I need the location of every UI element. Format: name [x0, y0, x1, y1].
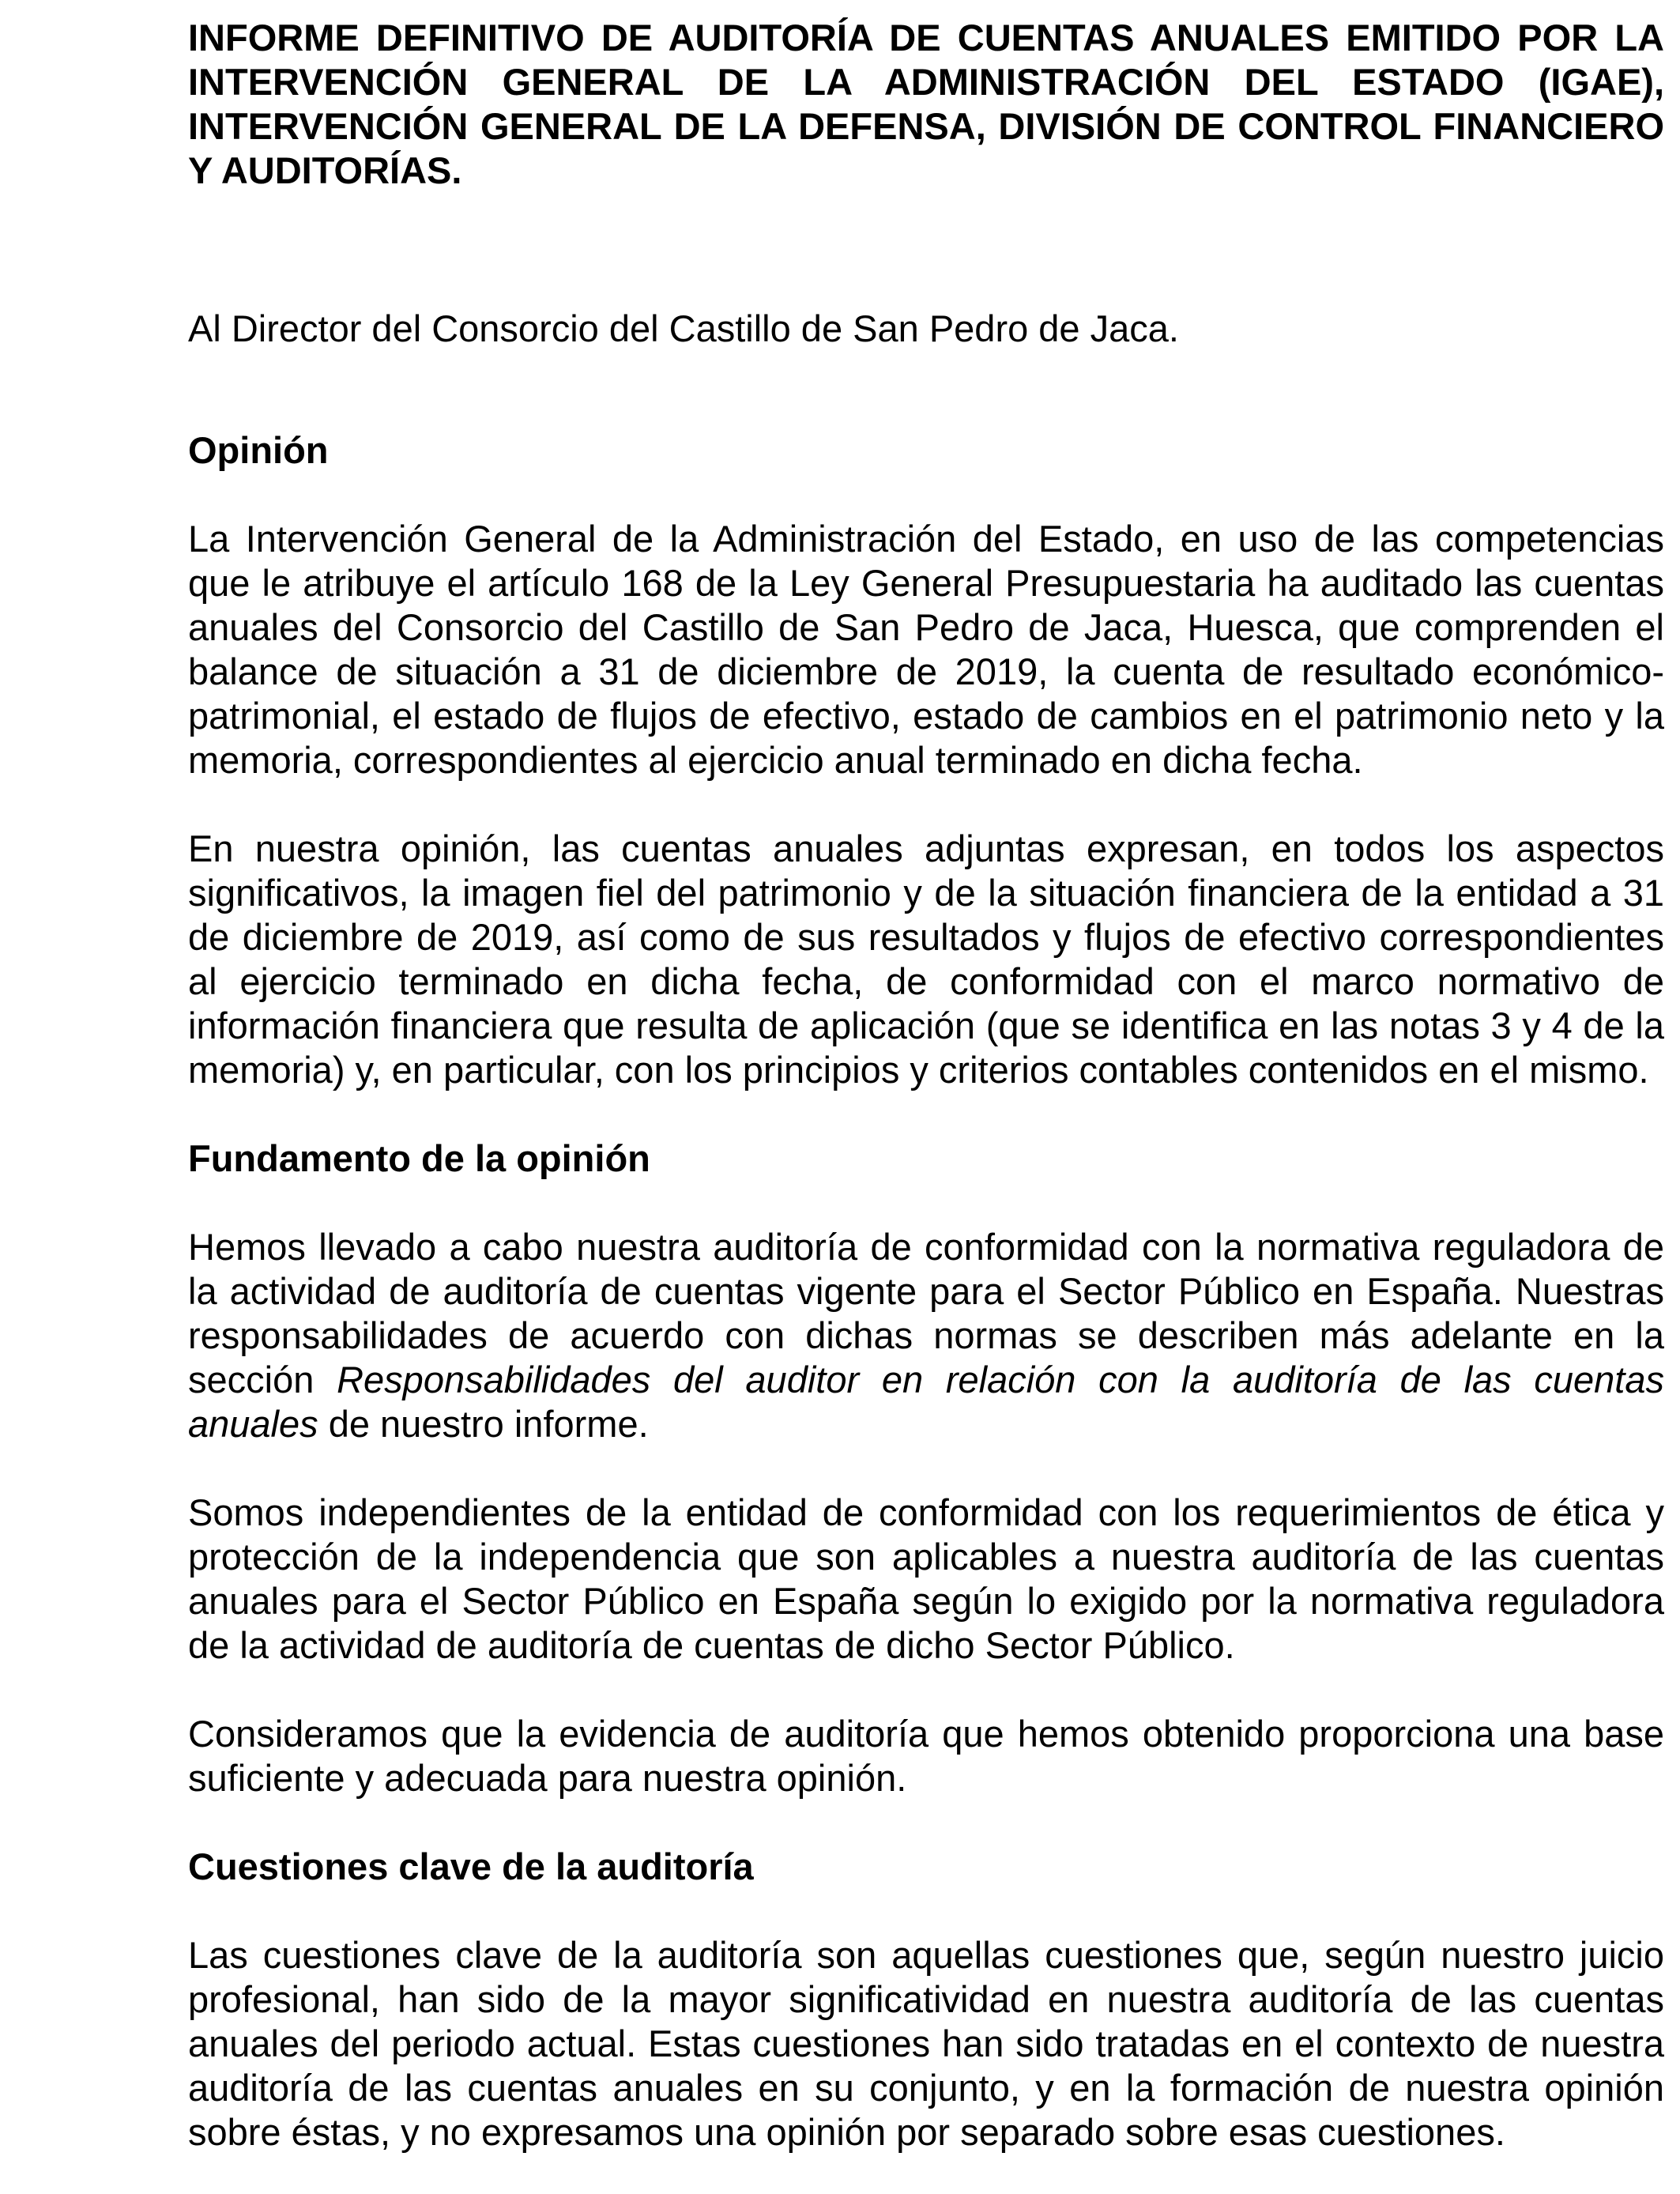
fundamento-p1-text-after: de nuestro informe. — [318, 1403, 649, 1445]
fundamento-paragraph-2: Somos independientes de la entidad de conformidad con los requerimientos de ética y protección de la independencia que son aplicables a nuestra auditoría de las cuentas anuales para el Sector Público en España según lo exigido por la normativa reguladora de la actividad de auditoría de cuentas de dicho Sector Público. — [188, 1491, 1664, 1666]
fundamento-p1-text-before: Hemos llevado a cabo nuestra auditoría de conformidad con la normativa reguladora de la actividad de auditoría de cuentas vigente para el Sector Público en España. Nuestras responsabilidades de acuerdo con dichas normas se describen más adelante en la sección — [188, 1226, 1664, 1400]
section-heading-fundamento: Fundamento de la opinión — [188, 1137, 650, 1179]
document-page — [188, 16, 1665, 2153]
report-body — [188, 428, 1664, 2154]
section-heading-cuestiones: Cuestiones clave de la auditoría — [188, 1845, 754, 1887]
cuestiones-paragraph-1: Las cuestiones clave de la auditoría son aquellas cuestiones que, según nuestro juicio profesional, han sido de la mayor significatividad en nuestra auditoría de las cuentas anuales del periodo actual. Estas cuestiones han sido tratadas en el contexto de nuestra auditoría de las cuentas anuales en su conjunto, y en la formación de nuestra opinión sobre éstas, y no expresamos una opinión por separado sobre esas cuestiones. — [188, 1934, 1664, 2153]
fundamento-p1-italic-reference: Responsabilidades del auditor en relación con la auditoría de las cuentas anuales — [188, 1359, 1665, 1445]
fundamento-paragraph-3: Consideramos que la evidencia de auditoría que hemos obtenido proporciona una base suficiente y adecuada para nuestra opinión. — [188, 1713, 1664, 1799]
fundamento-paragraph-1 — [188, 1225, 1664, 1446]
salutation: Al Director del Consorcio del Castillo de San Pedro de Jaca. — [188, 307, 1179, 349]
opinion-paragraph-2: En nuestra opinión, las cuentas anuales adjuntas expresan, en todos los aspectos significativos, la imagen fiel del patrimonio y de la situación financiera de la entidad a 31 de diciembre de 2019, así como de sus resultados y flujos de efectivo correspondientes al ejercicio terminado en dicha fecha, de conformidad con el marco normativo de información financiera que resulta de aplicación (que se identifica en las notas 3 y 4 de la memoria) y, en particular, con los principios y criterios contables contenidos en el mismo. — [188, 827, 1664, 1091]
report-title: INFORME DEFINITIVO DE AUDITORÍA DE CUENTAS ANUALES EMITIDO POR LA INTERVENCIÓN GENERAL DE LA ADMINISTRACIÓN DEL ESTADO (IGAE), INTERVENCIÓN GENERAL DE LA DEFENSA, DIVISIÓN DE CONTROL FINANCIERO Y AUDITORÍAS. — [188, 17, 1664, 191]
section-heading-opinion: Opinión — [188, 429, 329, 471]
opinion-paragraph-1: La Intervención General de la Administración del Estado, en uso de las competencias que le atribuye el artículo 168 de la Ley General Presupuestaria ha auditado las cuentas anuales del Consorcio del Castillo de San Pedro de Jaca, Huesca, que comprenden el balance de situación a 31 de diciembre de 2019, la cuenta de resultado económico-patrimonial, el estado de flujos de efectivo, estado de cambios en el patrimonio neto y la memoria, correspondientes al ejercicio anual terminado en dicha fecha. — [188, 518, 1664, 781]
